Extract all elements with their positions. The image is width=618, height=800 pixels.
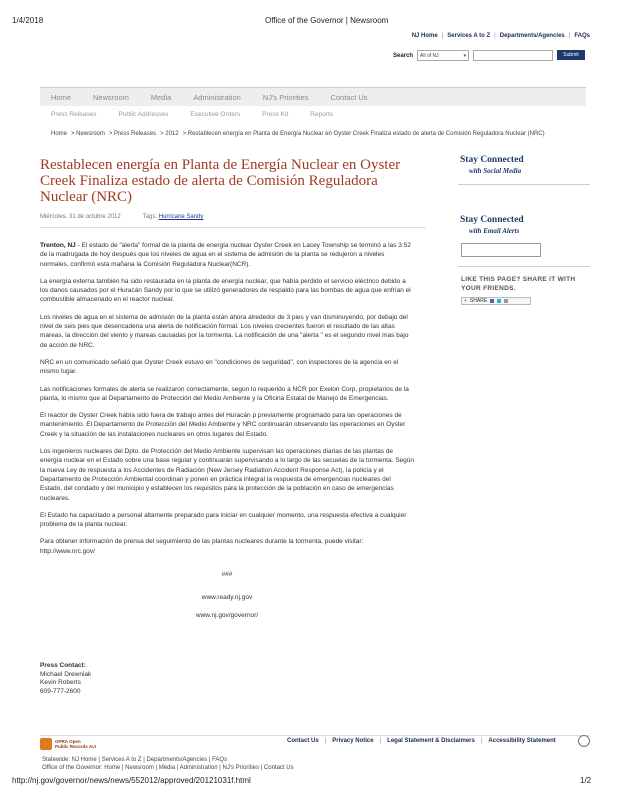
top-link-faqs[interactable]: FAQs [574,33,590,39]
subnav-press-kit[interactable]: Press Kit [262,111,289,118]
divider [458,266,590,267]
nrc-link[interactable]: http://www.nrc.gov/ [40,547,95,555]
paragraph: Los niveles de agua en el sistema de admisión de la planta están ahora alrededor de 3 pies y van disminuyendo, por debajo del nivel de seis pies que desencadena una alerta de notificación formal. Los niveles crecientes fueron el resultado de las altas mareas, la dirección del viento y mareas causadas por la tormenta. La notificación de una "alerta " es el segundo nivel mas bajo de acción de NRC. [40,313,409,349]
twitter-icon [497,299,501,303]
facebook-icon [490,299,494,303]
state-seal-icon [578,735,590,747]
paragraph: NRC en un comunicado señaló que Oyster Creek estuvo en "condiciones de seguridad", con inspectores de la agencia en el mismo lugar. [40,358,399,376]
nrc-paragraph [40,537,414,556]
plus-icon: + [464,298,467,304]
opra-logo-icon [40,738,52,750]
ready-link[interactable]: www.ready.nj.gov [201,594,253,602]
breadcrumb-press-releases[interactable]: > Press Releases [108,131,157,137]
top-links: NJ Home | Services A to Z | Departments/Agencies | FAQs [411,33,590,39]
search-input[interactable] [473,50,553,61]
main-nav [40,87,586,106]
breadcrumb-home[interactable]: Home [51,131,68,137]
top-link-departments[interactable]: Departments/Agencies [499,33,565,39]
breadcrumb-newsroom[interactable]: > Newsroom [71,131,105,137]
email-alert-input[interactable] [461,243,541,257]
search-scope-select[interactable] [417,50,469,61]
nav-administration[interactable]: Administration [193,92,241,102]
search-label: Search [393,52,414,59]
print-doc-title: Office of the Governor | Newsroom [265,16,389,25]
lead-paragraph [40,241,414,269]
stay-connected-email-title: Stay Connected [460,215,524,225]
paragraph: La energía externa también ha sido restaurada en la planta de energía nuclear, que había perdido el servicio eléctrico debido a los danos causados por el Huracán Sandy por lo que se utilizó generadores de respaldo para las bombas de agua que enfrían el combustible almacenado en el reactor nuclear. [40,277,411,304]
divider [40,227,426,228]
footer-office-links[interactable]: Office of the Governor: Home | Newsroom | Media | Administration | NJ's Priorities | Contact Us [42,765,294,771]
breadcrumb-current: > Restablecen energía en Planta de Energía Nuclear en Oyster Creek Finaliza estado de alerta de Comisión Reguladora Nuclear (NRC) [182,131,545,137]
stay-connected-email-sub: with Email Alerts [469,227,520,235]
nrc-intro: Para obtener información de prensa del seguimiento de las plantas nucleares durante la tormenta, puede visitar: [40,538,364,546]
paragraph: El reactor de Oyster Creek había sido fuera de trabajo antes del Huracán p previamente programado para las operaciones de mantenimiento. El Departamento de Protección del Medio Ambiente y NRC continuarán observando las operaciones en Oyster Creek y la situación de las instalaciones nucleares en otros lugares del Estado. [40,412,406,438]
nav-contact[interactable]: Contact Us [330,92,368,102]
opra-logo-line2: Public Records Act [55,744,97,749]
footer-contact-us[interactable]: Contact Us [287,738,319,744]
article-date: Miércoles, 31 de octubre 2012 [40,214,121,220]
email-icon [504,299,508,303]
subnav-public-addresses[interactable]: Public Addresses [118,111,169,118]
paragraph: El Estado ha capacitado a personal altamente preparado para iniciar en cualquier momento, una respuesta efectiva a cualquier problema de la planta nuclear. [40,511,407,529]
article-tags [143,214,204,220]
footer-accessibility[interactable]: Accessibility Statement [488,738,556,744]
subnav-press-releases[interactable]: Press Releases [51,111,97,118]
subnav-reports[interactable]: Reports [310,111,334,118]
footer-links: Contact Us | Privacy Notice | Legal Statement & Disclaimers | Accessibility Statement [287,738,556,744]
nav-newsroom[interactable]: Newsroom [93,92,129,102]
stay-connected-social-title: Stay Connected [460,155,524,165]
contact-name: Kevin Roberts [40,679,81,687]
footer-divider [40,735,590,736]
breadcrumb-year[interactable]: > 2012 [160,131,179,137]
governor-link[interactable]: www.nj.gov/governor/ [195,611,259,619]
nav-media[interactable]: Media [150,92,172,102]
nav-priorities[interactable]: NJ's Priorities [262,92,309,102]
print-page-number: 1/2 [580,776,592,785]
share-button[interactable] [461,297,531,305]
lead-text: - El estado de "alerta" formal de la planta de energía nuclear Oyster Creek en Lacey Township se terminó a las 3:52 de la madrugada de hoy después que los niveles de agua en el sistema de admisión de la planta se redujeron a niveles normales, confirmó esta mañana la Comisión Reguladora Nuclear(NCR). [40,242,411,268]
breadcrumb [51,131,545,137]
press-contact-label: Press Contact: [40,662,86,669]
top-link-nj-home[interactable]: NJ Home [411,33,438,39]
end-mark: ### [221,571,233,579]
page-title: Restablecen energía en Planta de Energía Nuclear en Oyster Creek Finaliza estado de alerta de Comisión Reguladora Nuclear (NRC) [40,157,401,205]
print-date: 1/4/2018 [12,16,44,25]
contact-phone: 609-777-2600 [40,687,81,695]
press-contact [40,662,91,696]
print-url: http://nj.gov/governor/news/news/552012/approved/20121031f.html [12,776,251,785]
opra-logo-line1: OPRA Open [55,739,81,744]
search-scope-value: All of NJ [420,52,439,59]
footer-statewide-links[interactable]: Statewide: NJ Home | Services A to Z | Departments/Agencies | FAQs [42,757,228,763]
divider [458,184,590,185]
sub-nav [51,111,333,118]
share-prompt: LIKE THIS PAGE? SHARE IT WITH YOUR FRIENDS. [461,276,576,292]
search-submit-button[interactable]: Submit [557,50,585,60]
footer-sitemap [42,756,294,772]
dateline: Trenton, NJ [40,242,76,249]
paragraph: Las notificaciones formales de alerta se realizaron correctamente, según lo requerido a NCR por Exelon Corp, propietarios de la planta, lo mismo que al Departamento de Protección del Medio Ambiente y la Oficina Estatal de Manejo de Emergencias. [40,385,409,402]
nav-home[interactable]: Home [51,92,72,102]
footer-privacy[interactable]: Privacy Notice [332,738,374,744]
search-bar [393,50,585,61]
subnav-executive-orders[interactable]: Executive Orders [190,111,241,118]
tag-link[interactable]: Hurricane Sandy [158,214,204,220]
paragraph: Los ingenieros nucleares del Dpto. de Protección del Medio Ambiente supervisan las operaciones diarias de las plantas de energía nuclear en el Estado sobre una base regular y continuarán supervisando a lo largo de las secuelas de la tormenta. Según la nueva Ley de respuesta a los Accidentes de Radiación (New Jersey Radiation Accident Response Act), la policía y el Departamento de Protección Ambiental coordinan y ponen en práctica integral la respuesta de emergencias nucleares del Estado, del condado y del municipio y establecen los requisitos para la protección de la población en caso de emergencias nucleares. [40,448,414,502]
tags-label: Tags: [142,214,158,220]
contact-name: Michael Drewniak [40,670,92,678]
share-label: SHARE [469,298,488,304]
opra-logo[interactable] [40,738,96,750]
article-meta [40,214,203,220]
footer-legal[interactable]: Legal Statement & Disclaimers [387,738,475,744]
top-link-services[interactable]: Services A to Z [447,33,491,39]
chevron-down-icon: ▾ [463,52,467,59]
stay-connected-social-sub: with Social Media [469,167,522,175]
article-body [40,241,414,628]
